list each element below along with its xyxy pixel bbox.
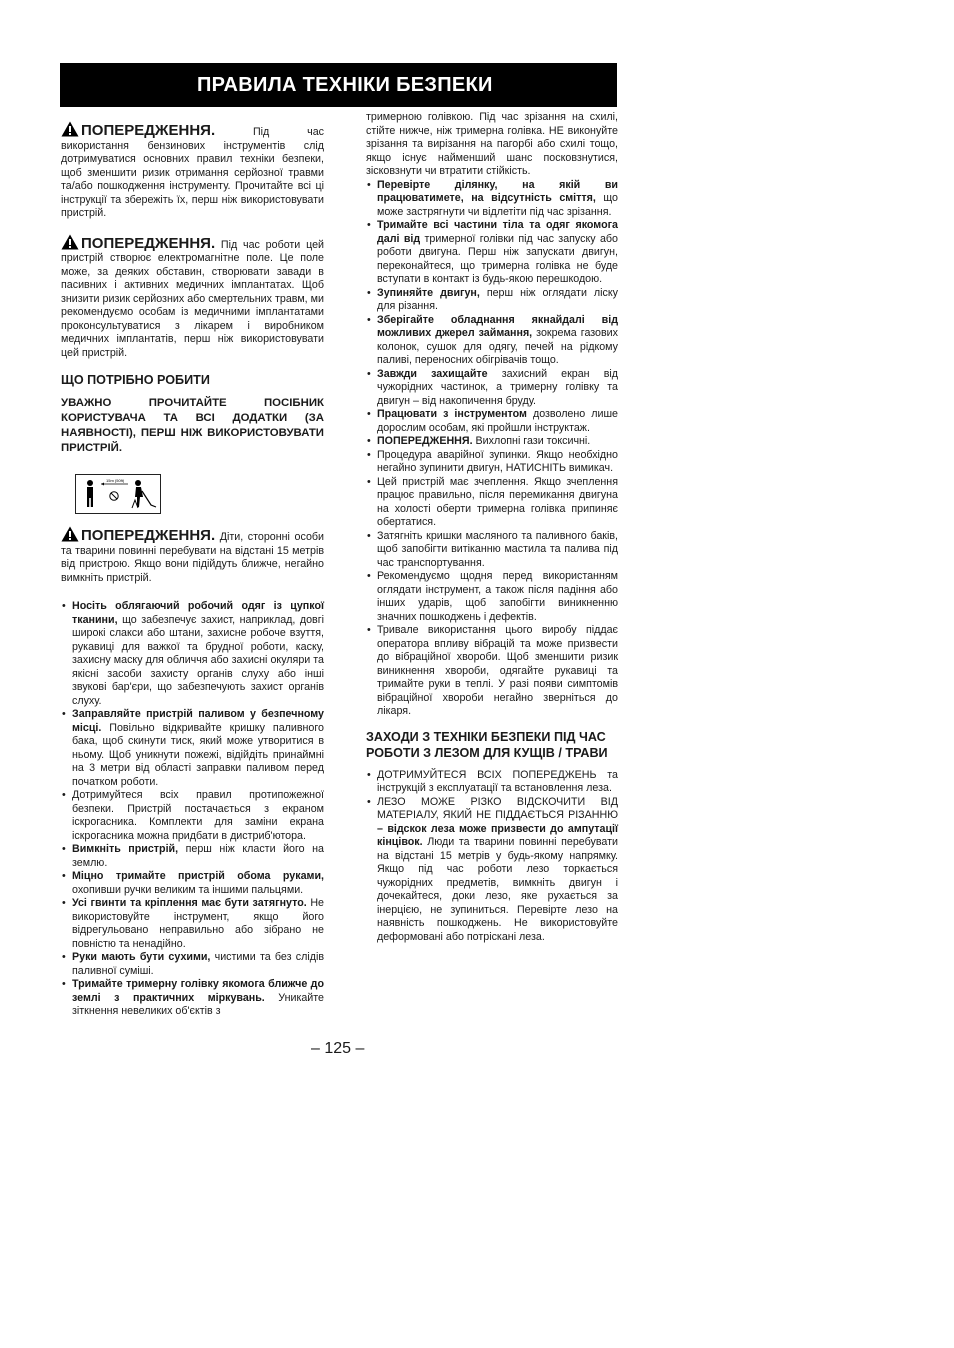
distance-pictogram-icon: [76, 475, 160, 513]
list-item: • Тримайте всі частини тіла та одяг якомога далі від тримерної голівки під час запуску або роботи двигуна. Перш ніж запускати двигун, переконайтеся, що тримерна голівка не буде вступати в контакт із будь-якою перешкодою.: [366, 219, 618, 287]
list-item: • Носіть облягаючий робочий одяг із цупкої тканини, що забезпечує захист, наприклад, довгі широкі слакси або штани, захисне робоче взуття, рукавиці для важкої та брудної роботи, каску, захисну маску для обличчя або захисні окуляри та якісні засоби захисту органів слуху або інші звукові бар'єри, що забезпечують захист органів слуху.: [61, 600, 324, 708]
warning-label: ПОПЕРЕДЖЕННЯ.: [81, 122, 216, 139]
warning-triangle-icon: [61, 526, 79, 542]
safety-list-right: [366, 179, 618, 719]
warning-label: ПОПЕРЕДЖЕННЯ.: [81, 234, 216, 252]
list-item: • ПОПЕРЕДЖЕННЯ. Вихлопні гази токсичні.: [366, 435, 618, 449]
list-item: • Руки мають бути сухими, чистими та без слідів паливної суміші.: [61, 951, 324, 978]
left-column: [61, 121, 324, 1019]
warning-block-1: [61, 121, 324, 221]
list-item: • Процедура аварійної зупинки. Якщо необхідно негайно зупинити двигун, НАТИСНІТЬ вимикач.: [366, 449, 618, 476]
list-item: • Зупиняйте двигун, перш ніж оглядати ліску для різання.: [366, 287, 618, 314]
list-item: • Завжди захищайте захисний екран від чужорідних частинок, а тримерну голівку та двигун – від накопичення бруду.: [366, 368, 618, 409]
list-item: • Вимкніть пристрій, перш ніж класти його на землю.: [61, 843, 324, 870]
list-item: • Заправляйте пристрій паливом у безпечному місці. Повільно відкривайте кришку паливного бака, щоб скинути тиск, який може утворитися в ньому. Щоб уникнути пожежі, відійдіть принаймні на 3 метри від області заправки паливом перед початком роботи.: [61, 708, 324, 789]
list-item: • Тривале використання цього виробу піддає оператора впливу вібрацій та може призвести до вібраційної хвороби. Щоб зменшити ризик виникнення хвороби, одягайте рукавиці та тримайте руки в теплі. У разі появи симптомів вібраційної хвороби негайно зверніться до лікаря.: [366, 624, 618, 719]
page-header-bar: [60, 63, 617, 107]
warning-block-2: [61, 234, 324, 361]
section-title-what-to-do: ЩО ПОТРІБНО РОБИТИ: [61, 373, 210, 387]
list-item: • Рекомендуємо щодня перед використанням оглядати інструмент, а також після падіння або інших ударів, щоб запобігти виникненню значних пошкоджень і дефектів.: [366, 570, 618, 624]
page-title: ПРАВИЛА ТЕХНІКИ БЕЗПЕКИ: [197, 74, 493, 96]
list-item: • Усі гвинти та кріплення має бути затягнуто. Не використовуйте інструмент, якщо його відрегульовано неправильно або зібрано не повністю та ненадійно.: [61, 897, 324, 951]
list-item: • ЛЕЗО МОЖЕ РІЗКО ВІДСКОЧИТИ ВІД МАТЕРІАЛУ, ЯКИЙ НЕ ПІДДАЄТЬСЯ РІЗАННЮ – відскок леза може призвести до ампутації кінцівок. Люди та тварини повинні перебувати на відстані 15 метрів у будь-якому напрямку. Якщо під час роботи лезо торкається чужорідних предметів, вимкніть двигун і дочекайтеся, доки лезо, яке рухається за інерцією, не зупиниться. Перевірте лезо на наявність пошкоджень. Не використовуйте деформовані або потріскані леза.: [366, 796, 618, 945]
list-item: • Міцно тримайте пристрій обома руками, охопивши ручки великим та іншими пальцями.: [61, 870, 324, 897]
page-number: – 125 –: [311, 1040, 365, 1057]
list-item: • Тримайте тримерну голівку якомога ближче до землі з практичних міркувань. Уникайте зіткнення невеликих об'єктів з: [61, 978, 324, 1019]
warning-text: Під час використання бензинових інструментів слід дотримуватися основних правил техніки безпеки, щоб зменшити ризик отримання серйозної травми та/або пошкодження інструменту. Прочитайте всі ці інструкції та збережіть їх, перш ніж використовувати пристрій.: [61, 126, 324, 219]
warning-text: Діти, сторонні особи та тварини повинні перебувати на відстані 15 метрів від пристрою. Якщо вони підійдуть ближче, негайно вимкніть пристрій.: [61, 531, 324, 584]
warning-triangle-icon: [61, 121, 79, 137]
list-item: • Дотримуйтеся всіх правил протипожежної безпеки. Пристрій постачається з екраном іскрогасника. Комплекти для заміни екрана іскрогасника можна придбати в дистриб'ютора.: [61, 789, 324, 843]
section-title-blade-safety: ЗАХОДИ З ТЕХНІКИ БЕЗПЕКИ ПІД ЧАС РОБОТИ З ЛЕЗОМ ДЛЯ КУЩІВ / ТРАВИ: [366, 729, 608, 760]
blade-safety-list: [366, 769, 618, 945]
list-item: • Цей пристрій має зчеплення. Якщо зчеплення працює правильно, після перемикання двигуна на холості оберти тримерна голівка припиняє обертатися.: [366, 476, 618, 530]
list-item: • Працювати з інструментом дозволено лише дорослим особам, які пройшли інструктаж.: [366, 408, 618, 435]
right-column: [366, 111, 618, 944]
warning-triangle-icon: [61, 234, 79, 250]
list-item: • Затягніть кришки масляного та паливного баків, щоб запобігти витіканню мастила та палива під час транспортування.: [366, 530, 618, 571]
list-item: • Перевірте ділянку, на якій ви працюватимете, на відсутність сміття, що може застрягнути чи відлетіти під час зрізання.: [366, 179, 618, 220]
list-item: • ДОТРИМУЙТЕСЯ ВСІХ ПОПЕРЕДЖЕНЬ та інструкцій з експлуатації та встановлення леза.: [366, 769, 618, 796]
read-manual-notice: УВАЖНО ПРОЧИТАЙТЕ ПОСІБНИК КОРИСТУВАЧА ТА ВСІ ДОДАТКИ (ЗА НАЯВНОСТІ), ПЕРШ НІЖ ВИКОРИСТОВУВАТИ ПРИСТРІЙ.: [61, 397, 324, 454]
safety-distance-pictogram: [75, 474, 161, 514]
list-item: • Зберігайте обладнання якнайдалі від можливих джерел займання, зокрема газових колонок, сушок для одягу, печей на рідкому паливі, переносних обігрівачів тощо.: [366, 314, 618, 368]
warning-label: ПОПЕРЕДЖЕННЯ.: [81, 527, 216, 544]
warning-text: Під час роботи цей пристрій створює електромагнітне поле. Це поле може, за деяких обставин, створювати завади в пасивних і активних медичних імплантатах. Щоб знизити ризик серйозних або смертельних травм, ми рекомендуємо особам із медичними імплантатами проконсультуватися з лікарем і виробником медичних імплантатів, перш ніж використовувати цей пристрій.: [61, 238, 324, 359]
continued-paragraph: тримерною голівкою. Під час зрізання на схилі, стійте нижче, ніж тримерна голівка. НЕ виконуйте зрізання та вирізання на пагорбі або схилі тощо, якщо існує найменший шанс посковзнутися, зісковзнути чи втратити стійкість.: [366, 111, 618, 177]
safety-list-left: [61, 600, 324, 1019]
warning-block-3: [61, 526, 324, 585]
pictogram-distance-label: 15m (50ft): [106, 478, 125, 483]
